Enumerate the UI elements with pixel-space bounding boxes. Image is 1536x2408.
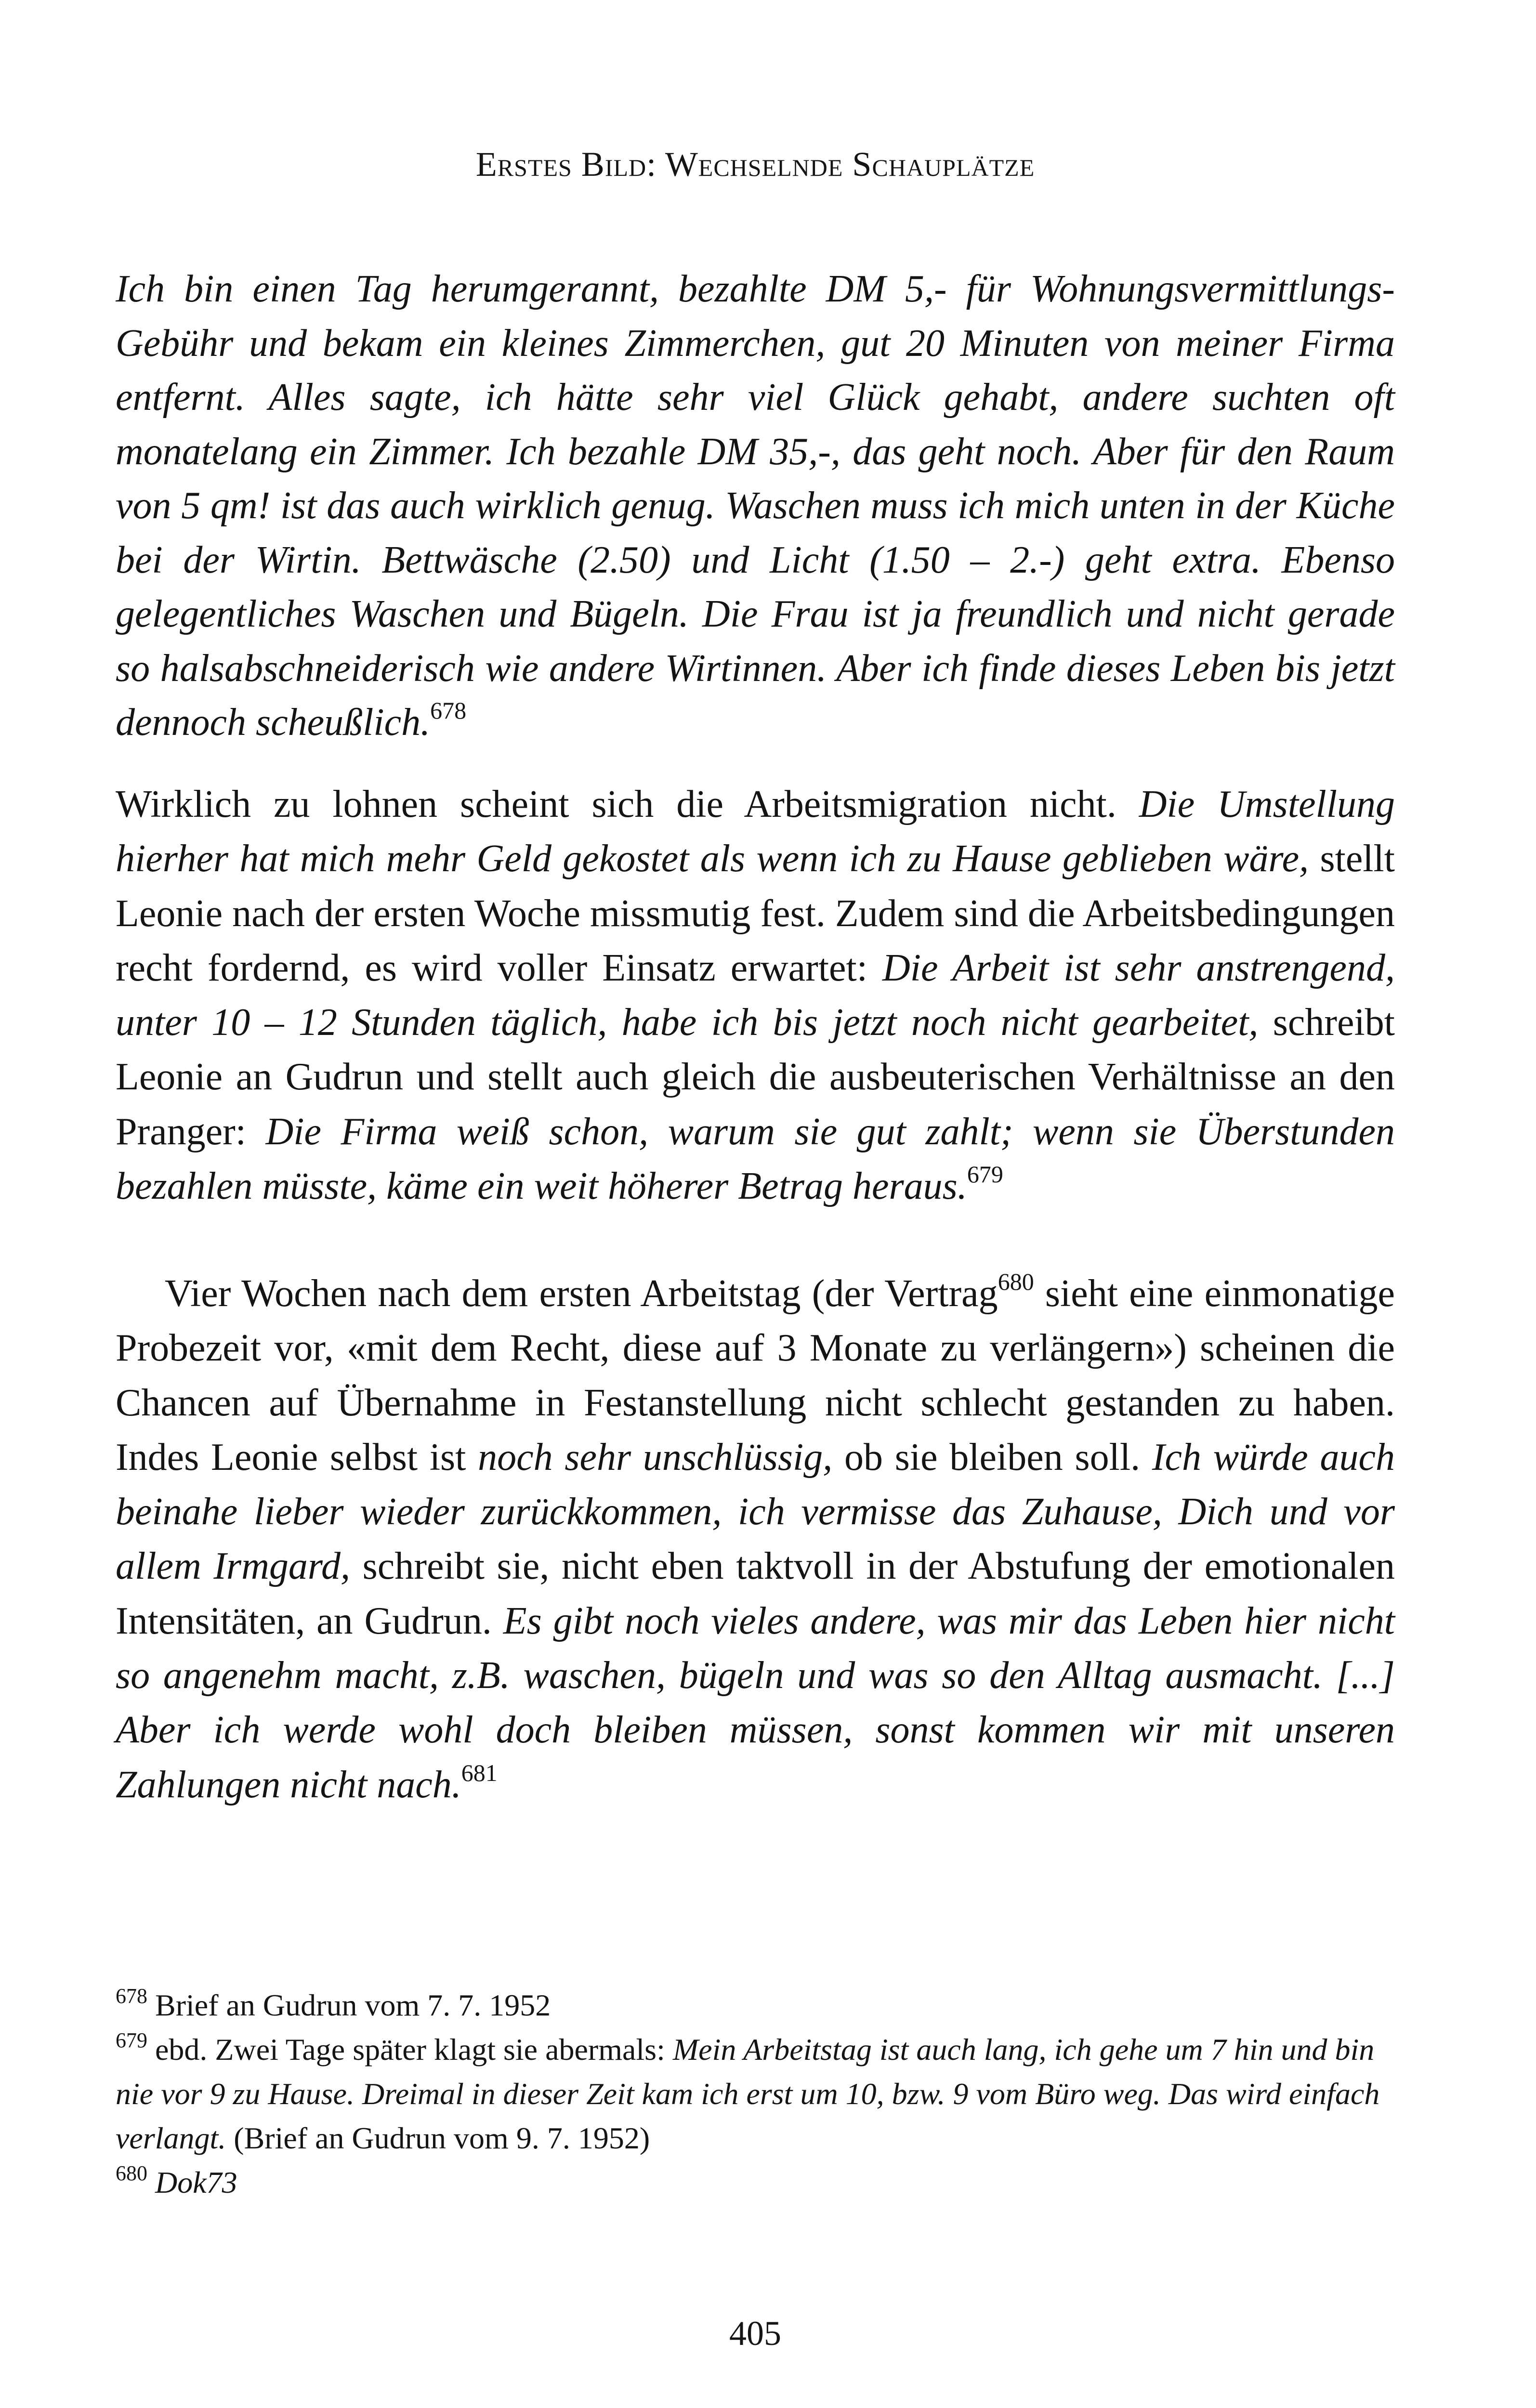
block-quote [116, 262, 1395, 750]
footnote-ref-681[interactable]: 681 [461, 1759, 498, 1786]
p2-sentence-4: schreibt sie, nicht eben taktvoll in der Abstufung der emotionalen Intensitäten, an Gudrun. [116, 1545, 1395, 1642]
p2-sentence-1: Vier Wochen nach dem ersten Arbeitstag (der Vertrag [165, 1272, 998, 1315]
footnote-678 [116, 1983, 1395, 2028]
footnote-quote: Mein Arbeitstag ist auch lang, ich gehe um 7 hin und bin nie vor 9 zu Hause. Dreimal in dieser Zeit kam ich erst um 10, bzw. 9 vom Büro weg. Das wird einfach verlangt. [116, 2032, 1380, 2155]
footnotes-section [116, 1983, 1395, 2205]
p1-quote-2: Die Arbeit ist sehr anstrengend, unter 10 – 12 Stunden täglich, habe ich bis jetzt noch nicht gearbeitet, [116, 946, 1395, 1044]
footnote-text: ebd. Zwei Tage später klagt sie abermals: [147, 2032, 673, 2067]
footnote-text: Dok73 [155, 2165, 237, 2199]
page-number [116, 2312, 1395, 2355]
footnote-ref-678[interactable]: 678 [430, 697, 467, 724]
p1-sentence-2: stellt Leonie nach der ersten Woche missmutig fest. Zudem sind die Arbeitsbedingungen recht fordernd, es wird voller Einsatz erwartet: [116, 838, 1395, 989]
page-number-text: 405 [729, 2314, 781, 2353]
p2-sentence-2: sieht eine einmonatige Probezeit vor, «mit dem Recht, diese auf 3 Monate zu verlängern») scheinen die Chancen auf Übernahme in Festanstellung nicht schlecht gestanden zu haben. Indes Leonie selbst ist [116, 1272, 1395, 1479]
footnote-680 [116, 2160, 1395, 2205]
p2-quote-2: Ich würde auch beinahe lieber wieder zurückkommen, ich vermisse das Zuhause, Dich und vor allem Irmgard, [116, 1436, 1395, 1588]
p2-quote-1: noch sehr unschlüssig, [478, 1436, 833, 1479]
footnote-number: 680 [116, 2161, 147, 2185]
body-paragraph-1 [116, 777, 1395, 1214]
footnote-679 [116, 2028, 1395, 2160]
paragraph-2-text [116, 1267, 1395, 1812]
p2-quote-3: Es gibt noch vieles andere, was mir das Leben hier nicht so angenehm macht, z.B. waschen, bügeln und was so den Alltag ausmacht. [...] Aber ich werde wohl doch bleiben müssen, sonst kommen wir mit unseren Zahlungen nicht nach. [116, 1599, 1395, 1806]
p1-quote-3: Die Firma weiß schon, warum sie gut zahlt; wenn sie Überstunden bezahlen müsste, käme ein weit höherer Betrag heraus. [116, 1110, 1395, 1208]
footnote-number: 679 [116, 2028, 147, 2052]
running-header-text: Erstes Bild: Wechselnde Schauplätze [475, 145, 1035, 183]
quote-paragraph [116, 262, 1395, 750]
quote-text: Ich bin einen Tag herumgerannt, bezahlte DM 5,- für Wohnungsvermittlungs-Gebühr und bekam ein kleines Zimmerchen, gut 20 Minuten von meiner Firma entfernt. Alles sagte, ich hätte sehr viel Glück gehabt, andere suchten oft monatelang ein Zimmer. Ich bezahle DM 35,-, das geht noch. Aber für den Raum von 5 qm! ist das auch wirklich genug. Waschen muss ich mich unten in der Küche bei der Wirtin. Bettwäsche (2.50) und Licht (1.50 – 2.-) geht extra. Ebenso gelegentliches Waschen und Bügeln. Die Frau ist ja freundlich und nicht gerade so halsabschneiderisch wie andere Wirtinnen. Aber ich finde dieses Leben bis jetzt dennoch scheußlich. [116, 268, 1395, 744]
footnote-ref-679[interactable]: 679 [967, 1161, 1003, 1188]
footnote-number: 678 [116, 1984, 147, 2008]
p1-sentence-1: Wirklich zu lohnen scheint sich die Arbeitsmigration nicht. [116, 783, 1139, 825]
p1-quote-1: Die Umstellung hierher hat mich mehr Geld gekostet als wenn ich zu Hause geblieben wäre, [116, 783, 1395, 880]
footnote-citation: (Brief an Gudrun vom 9. 7. 1952) [226, 2121, 650, 2155]
paragraph-1-text [116, 777, 1395, 1214]
running-header [116, 143, 1395, 186]
p2-sentence-3: ob sie bleiben soll. [832, 1436, 1152, 1479]
footnote-ref-680[interactable]: 680 [998, 1268, 1034, 1295]
footnote-text: Brief an Gudrun vom 7. 7. 1952 [147, 1988, 551, 2022]
body-paragraph-2 [116, 1267, 1395, 1812]
p1-sentence-3: schreibt Leonie an Gudrun und stellt auch gleich die ausbeuterischen Verhältnisse an den Pranger: [116, 1001, 1395, 1153]
